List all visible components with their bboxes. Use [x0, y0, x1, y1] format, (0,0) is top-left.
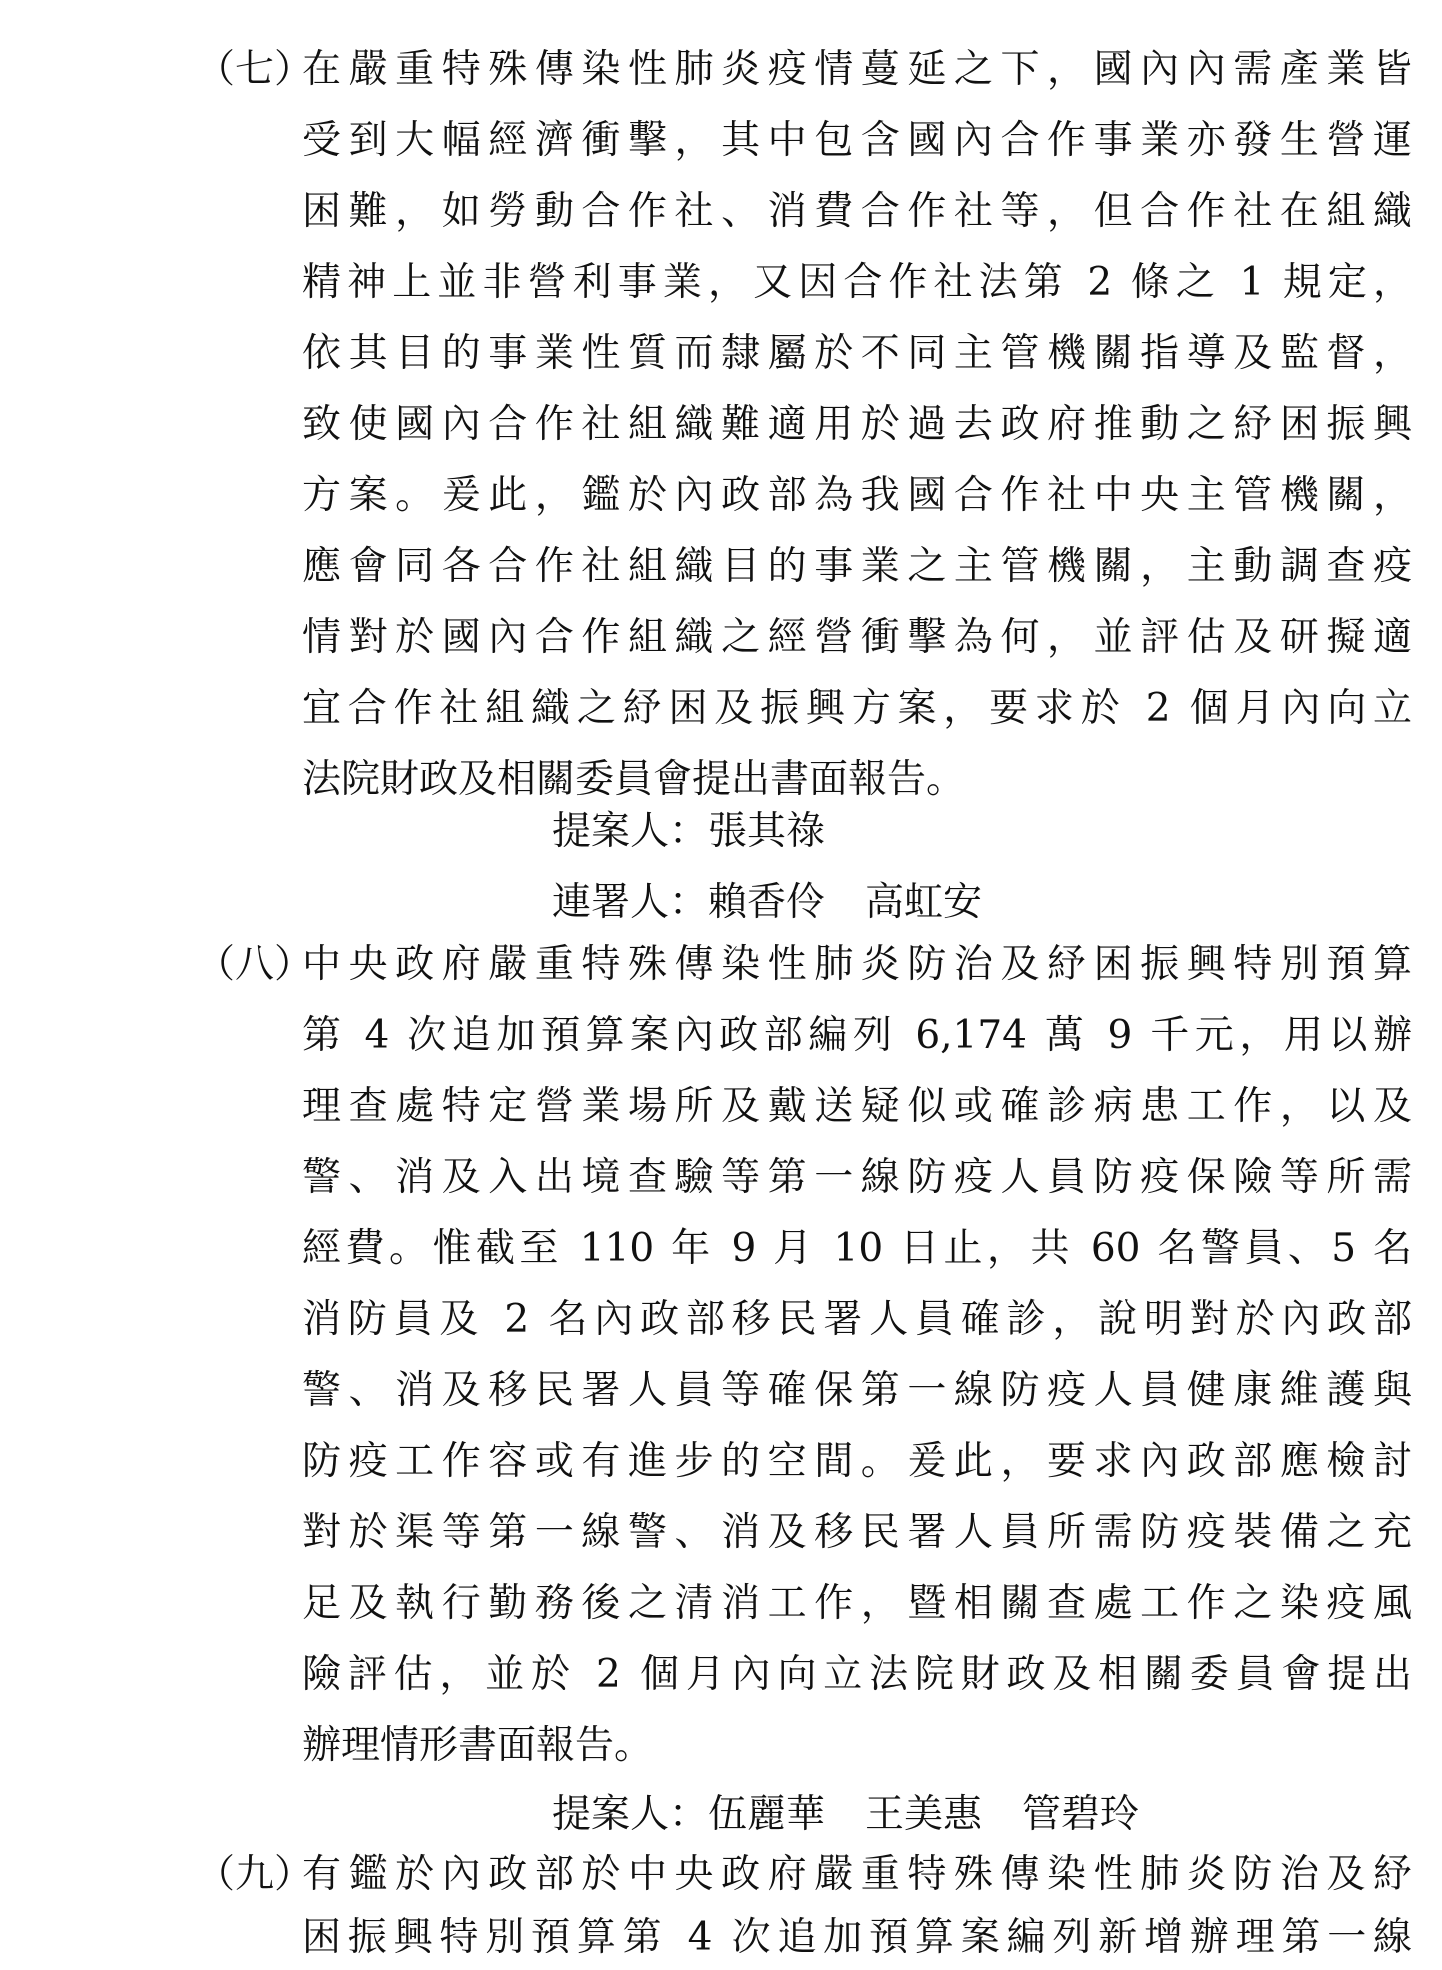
item-8-line: 對於渠等第一線警、消及移民署人員所需防疫裝備之充 — [302, 1510, 1412, 1555]
item-8-line: 警、消及移民署人員等確保第一線防疫人員健康維護與 — [302, 1368, 1412, 1413]
item-7-line: 方案。爰此，鑑於內政部為我國合作社中央主管機關， — [302, 473, 1412, 518]
item-8-line: 第 4 次追加預算案內政部編列 6,174 萬 9 千元，用以辦 — [302, 1013, 1412, 1058]
item-7-line: 情對於國內合作組織之經營衝擊為何，並評估及研擬適 — [302, 615, 1412, 660]
cosigner-name: 高虹安 — [865, 880, 983, 925]
item-8-line: 消防員及 2 名內政部移民署人員確診，說明對於內政部 — [302, 1297, 1412, 1342]
item-8-line: 警、消及入出境查驗等第一線防疫人員防疫保險等所需 — [302, 1155, 1412, 1200]
proposer-name: 管碧玲 — [1022, 1792, 1140, 1837]
item-7-label: （七） — [196, 47, 314, 92]
item-8-proposers — [552, 1792, 1140, 1837]
item-7-line: 受到大幅經濟衝擊，其中包含國內合作事業亦發生營運 — [302, 118, 1412, 163]
item-7-line: 應會同各合作社組織目的事業之主管機關，主動調查疫 — [302, 544, 1412, 589]
item-8-line: 經費。惟截至 110 年 9 月 10 日止，共 60 名警員、5 名 — [302, 1226, 1412, 1271]
item-8-line: 理查處特定營業場所及戴送疑似或確診病患工作，以及 — [302, 1084, 1412, 1129]
proposer-name: 王美惠 — [865, 1792, 983, 1837]
item-9-label: （九） — [196, 1852, 314, 1897]
item-8-line: 中央政府嚴重特殊傳染性肺炎防治及紓困振興特別預算 — [302, 942, 1412, 987]
item-7-line: 精神上並非營利事業，又因合作社法第 2 條之 1 規定， — [302, 260, 1412, 305]
item-8-line: 足及執行勤務後之清消工作，暨相關查處工作之染疫風 — [302, 1581, 1412, 1626]
item-8-label: （八） — [196, 942, 314, 987]
item-9-line: 有鑑於內政部於中央政府嚴重特殊傳染性肺炎防治及紓 — [302, 1852, 1412, 1897]
item-8-line: 辦理情形書面報告。 — [302, 1723, 654, 1768]
item-9-line: 困振興特別預算第 4 次追加預算案編列新增辦理第一線 — [302, 1915, 1412, 1960]
cosigner-name: 賴香伶 — [708, 880, 826, 925]
item-7-line: 宜合作社組織之紓困及振興方案，要求於 2 個月內向立 — [302, 686, 1412, 731]
item-7-line: 困難，如勞動合作社、消費合作社等，但合作社在組織 — [302, 189, 1412, 234]
proposer-name: 伍麗華 — [708, 1792, 826, 1837]
item-7-proposer: 提案人：張其祿 — [552, 809, 826, 854]
item-8-line: 防疫工作容或有進步的空間。爰此，要求內政部應檢討 — [302, 1439, 1412, 1484]
item-7-line: 法院財政及相關委員會提出書面報告。 — [302, 757, 966, 802]
cosigners-label: 連署人： — [552, 880, 709, 925]
item-7-cosigners — [552, 880, 983, 925]
item-8-line: 險評估，並於 2 個月內向立法院財政及相關委員會提出 — [302, 1652, 1412, 1697]
proposer-label: 提案人： — [552, 1792, 709, 1837]
item-7-line: 依其目的事業性質而隸屬於不同主管機關指導及監督， — [302, 331, 1412, 376]
item-7-line: 在嚴重特殊傳染性肺炎疫情蔓延之下，國內內需產業皆 — [302, 47, 1412, 92]
item-7-line: 致使國內合作社組織難適用於過去政府推動之紓困振興 — [302, 402, 1412, 447]
